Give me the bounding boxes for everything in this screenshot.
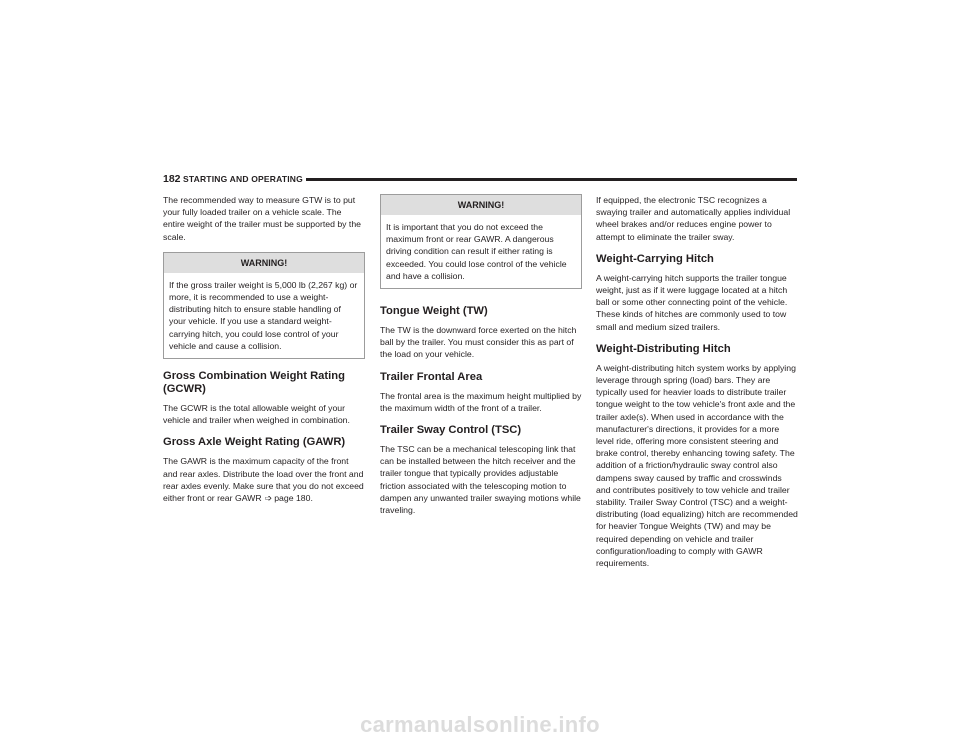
tongue-weight-heading: Tongue Weight (TW) <box>380 305 488 318</box>
tongue-weight-paragraph: The TW is the downward force exerted on the hitch ball by the trailer. You must consider this as part of the load on your vehicle. <box>380 325 577 360</box>
weight-distributing-hitch-paragraph: A weight-distributing hitch system works by applying leverage through spring (load) bars. They are typically used for heavier loads to distribute trailer tongue weight to the tow vehicle's front axle and the trailer axle(s). When used in accordance with the manufacturer's directions, it provides for a more level ride, offering more consistent steering and brake control, thereby enhancing towing safety. The addition of a friction/hydraulic sway control also dampens sway caused by traffic and crosswinds and contributes positively to tow vehicle and trailer stability. Trailer Sway Control (TSC) and a weight-distributing (load equalizing) hitch are recommended for heavier Tongue Weights (TW) and may be required depending on vehicle and trailer configuration/loading to comply with GAWR requirements. <box>596 362 798 569</box>
electronic-tsc-paragraph: If equipped, the electronic TSC recognizes a swaying trailer and automatically applies individual wheel brakes and/or reduces engine power to attempt to eliminate the trailer sway. <box>596 195 791 242</box>
header-rule <box>306 178 797 181</box>
column-right <box>596 194 798 575</box>
warning-text: If the gross trailer weight is 5,000 lb (2,267 kg) or more, it is recommended to use a weight-distributing hitch to ensure stable handling of your vehicle. If you use a standard weight-carrying hitch, you could lose control of your vehicle and cause a collision. <box>169 279 358 351</box>
page-reference-link[interactable]: page 180. <box>274 493 313 504</box>
watermark: carmanualsonline.info <box>360 712 600 737</box>
warning-box-gawr <box>380 194 582 289</box>
frontal-area-heading: Trailer Frontal Area <box>380 370 483 383</box>
warning-text: It is important that you do not exceed the maximum front or rear GAWR. A dangerous driving condition can result if either rating is exceeded. You could lose control of the vehicle and have a collision. <box>386 222 567 281</box>
tsc-heading: Trailer Sway Control (TSC) <box>380 424 522 437</box>
gcwr-paragraph: The GCWR is the total allowable weight of your vehicle and trailer when weighed in combination. <box>163 403 350 426</box>
page-header <box>163 173 797 185</box>
gcwr-heading: Gross Combination Weight Rating (GCWR) <box>163 370 345 396</box>
warning-box-hitch <box>163 252 365 359</box>
page-reference-arrow-icon: ➩ <box>264 493 273 504</box>
gawr-heading: Gross Axle Weight Rating (GAWR) <box>163 436 346 449</box>
section-title: STARTING AND OPERATING <box>183 174 303 184</box>
warning-title: WARNING! <box>381 195 581 215</box>
gtw-measurement-paragraph: The recommended way to measure GTW is to put your fully loaded trailer on a vehicle scale. The entire weight of the trailer must be supported by the scale. <box>163 195 361 242</box>
weight-distributing-hitch-heading: Weight-Distributing Hitch <box>596 342 731 355</box>
column-left <box>163 194 365 510</box>
warning-title: WARNING! <box>164 253 364 273</box>
tsc-paragraph: The TSC can be a mechanical telescoping link that can be installed between the hitch receiver and the trailer tongue that typically provides adjustable friction associated with the telescoping motion to dampen any unwanted trailer swaying motions while traveling. <box>380 444 581 516</box>
weight-carrying-hitch-paragraph: A weight-carrying hitch supports the trailer tongue weight, just as if it were luggage located at a hitch ball or some other connecting point of the vehicle. These kinds of hitches are commonly used to tow small and medium sized trailers. <box>596 272 788 332</box>
gawr-text: The GAWR is the maximum capacity of the front and rear axles. Distribute the load over the front and rear axles evenly. Make sure that you do not exceed either front or rear GAWR <box>163 456 364 504</box>
page-number: 182 <box>163 173 181 185</box>
column-middle <box>380 194 582 522</box>
weight-carrying-hitch-heading: Weight-Carrying Hitch <box>596 252 714 265</box>
frontal-area-paragraph: The frontal area is the maximum height multiplied by the maximum width of the front of a trailer. <box>380 390 582 413</box>
gawr-paragraph <box>163 455 365 504</box>
